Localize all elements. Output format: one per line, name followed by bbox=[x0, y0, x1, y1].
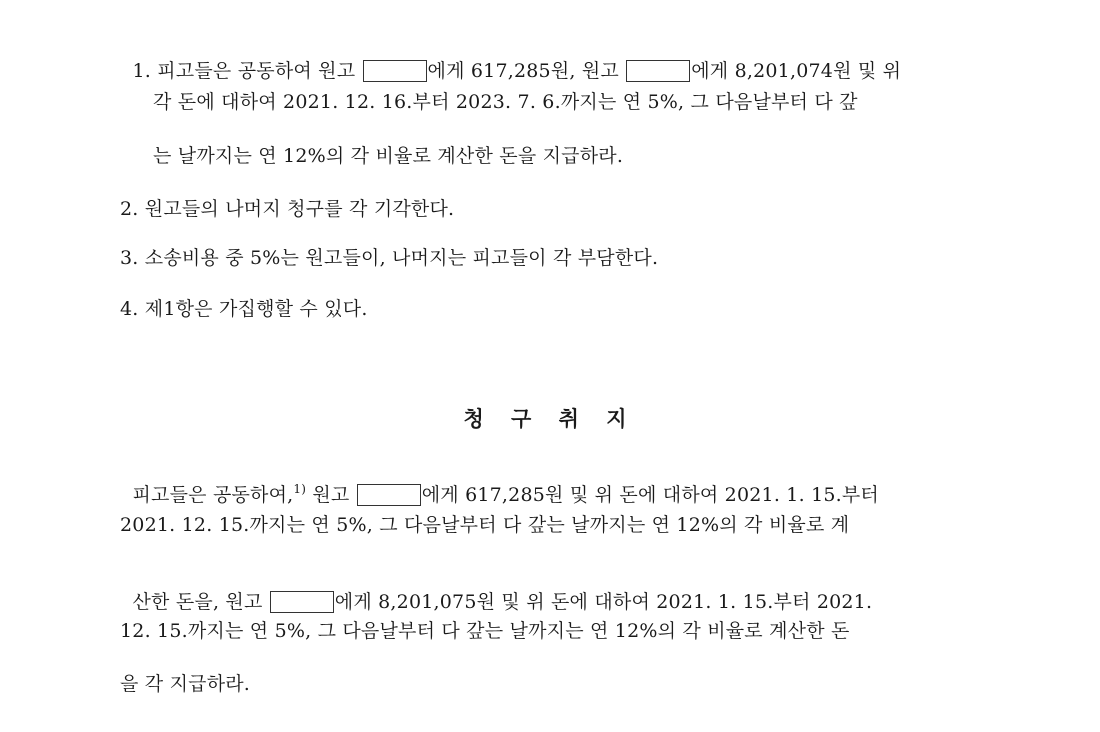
judgment-item-1-text-c: 에게 8,201,074원 및 위 bbox=[691, 60, 902, 82]
claim-heading: 청 구 취 지 bbox=[463, 407, 637, 431]
claim-text-c: 에게 617,285원 및 위 돈에 대하여 2021. 1. 15.부터 bbox=[421, 484, 879, 506]
judgment-item-1-line-1 bbox=[120, 35, 901, 83]
judgment-item-2: 2. 원고들의 나머지 청구를 각 기각한다. bbox=[120, 198, 455, 220]
claim-text-a: 피고들은 공동하여, bbox=[132, 484, 294, 506]
judgment-item-4: 4. 제1항은 가집행할 수 있다. bbox=[120, 298, 368, 320]
claim-text-d: 산한 돈을, 원고 bbox=[132, 591, 269, 613]
claim-line-1 bbox=[120, 459, 879, 509]
redacted-name-box bbox=[626, 60, 690, 82]
judgment-item-3: 3. 소송비용 중 5%는 원고들이, 나머지는 피고들이 각 부담한다. bbox=[120, 247, 659, 269]
redacted-name-box bbox=[357, 484, 421, 506]
judgment-item-1-line-2: 각 돈에 대하여 2021. 12. 16.부터 2023. 7. 6.까지는 연 5%, 그 다음날부터 다 갚 bbox=[153, 91, 858, 113]
claim-line-2: 2021. 12. 15.까지는 연 5%, 그 다음날부터 다 갚는 날까지는 연 12%의 각 비율로 계 bbox=[120, 514, 850, 536]
claim-text-b: 원고 bbox=[306, 484, 356, 506]
judgment-item-1-line-3: 는 날까지는 연 12%의 각 비율로 계산한 돈을 지급하라. bbox=[153, 145, 624, 167]
redacted-name-box bbox=[270, 591, 334, 613]
footnote-marker[interactable]: 1) bbox=[293, 482, 307, 496]
judgment-item-1-text-a: 1. 피고들은 공동하여 원고 bbox=[132, 60, 362, 82]
claim-line-3 bbox=[120, 566, 872, 614]
claim-line-5: 을 각 지급하라. bbox=[120, 673, 251, 695]
judgment-item-1-text-b: 에게 617,285원, 원고 bbox=[427, 60, 626, 82]
claim-line-4: 12. 15.까지는 연 5%, 그 다음날부터 다 갚는 날까지는 연 12%의 각 비율로 계산한 돈 bbox=[120, 620, 850, 642]
claim-text-e: 에게 8,201,075원 및 위 돈에 대하여 2021. 1. 15.부터 2021. bbox=[334, 591, 873, 613]
redacted-name-box bbox=[363, 60, 427, 82]
